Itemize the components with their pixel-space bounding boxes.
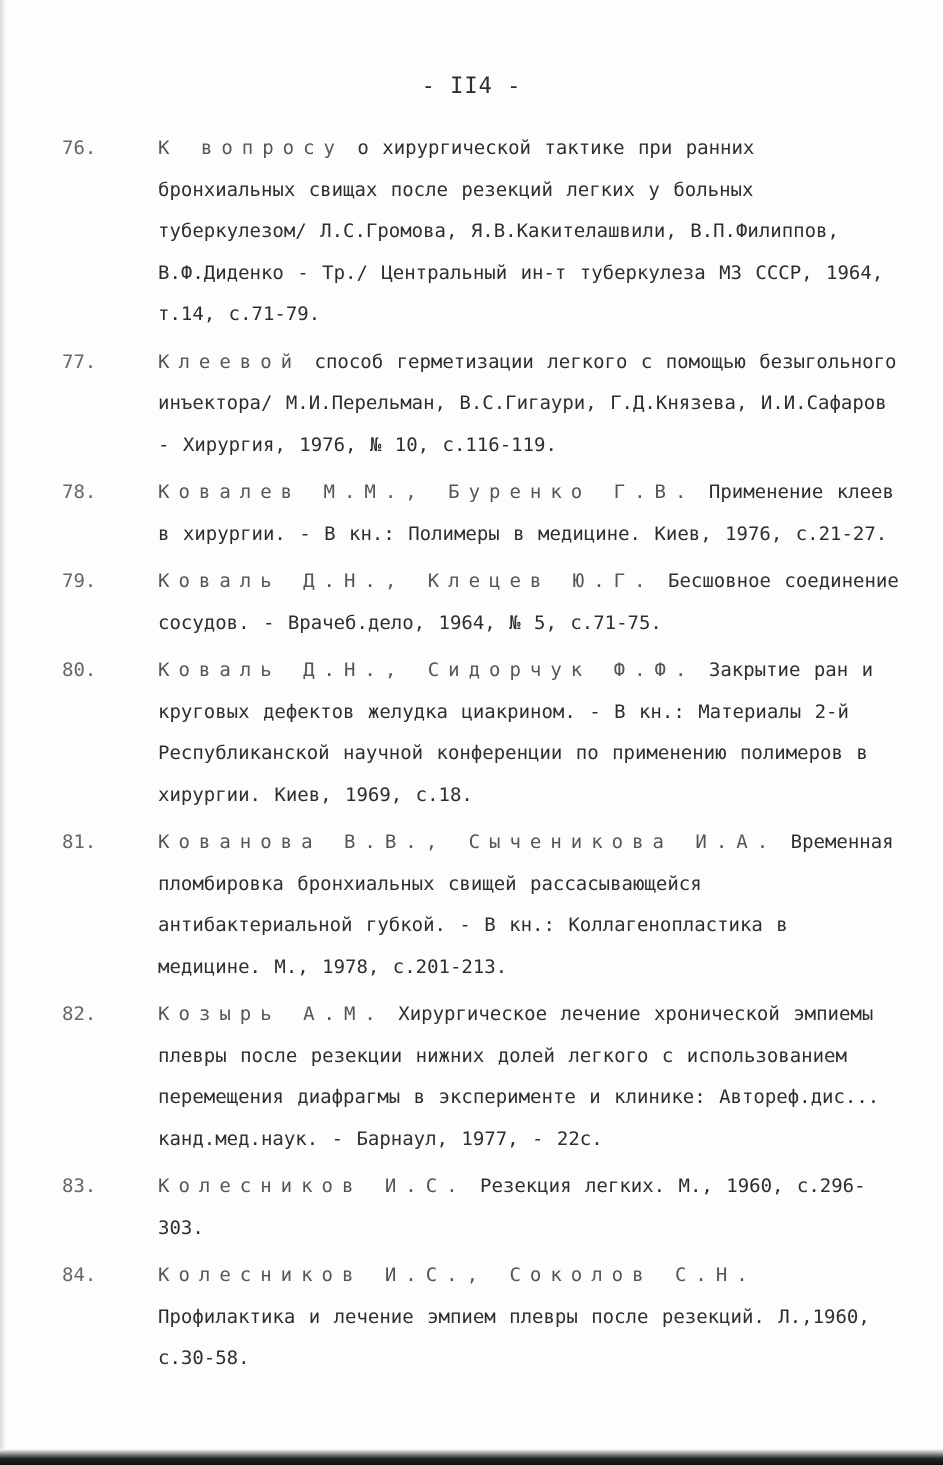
reference-number: 80. <box>62 659 97 681</box>
reference-text: Профилактика и лечение эмпием плевры после резекций. Л.,1960, с.30-58. <box>158 1305 870 1369</box>
reference-entry <box>62 1166 902 1249</box>
reference-author: К вопросу <box>158 137 344 159</box>
reference-text: Временная пломбировка бронхиальных свищей рассасывающейся антибактериальной губкой. - В кн.: Коллагенопластика в медицине. М., 1978, с.201-213. <box>158 831 894 978</box>
scan-shadow-left <box>0 0 6 1465</box>
reference-author: Коваль Д.Н., Сидорчук Ф.Ф. <box>158 659 696 681</box>
reference-text: Резекция легких. М., 1960, с.296-303. <box>158 1175 866 1239</box>
reference-entry <box>62 472 902 555</box>
reference-author: Козырь А.М. <box>158 1003 385 1025</box>
reference-entry <box>62 650 902 816</box>
reference-text: способ герметизации легкого с помощью безыгольного инъектора/ М.И.Перельман, В.С.Гигаури, Г.Д.Князева, И.И.Сафаров - Хирургия, 1976, № 10, с.116-119. <box>158 350 897 456</box>
reference-entry <box>62 1255 902 1380</box>
scan-edge-bottom <box>0 1449 943 1465</box>
reference-number: 77. <box>62 350 97 373</box>
reference-author: Ковалев М.М., Буренко Г.В. <box>158 481 696 503</box>
reference-number: 84. <box>62 1264 97 1286</box>
reference-text: Хирургическое лечение хронической эмпиемы плевры после резекции нижних долей легкого с использованием перемещения диафрагмы в эксперименте и клинике: Автореф.дис... канд.мед.наук. - Барнаул, 1977, - 22с. <box>158 1003 880 1150</box>
reference-author: Колесников И.С., Соколов С.Н. <box>158 1264 757 1286</box>
reference-number: 83. <box>62 1175 97 1197</box>
reference-text: Применение клеев в хирургии. - В кн.: Полимеры в медицине. Киев, 1976, с.21-27. <box>158 481 894 545</box>
reference-number: 78. <box>62 481 97 503</box>
reference-author: Колесников И.С. <box>158 1175 467 1197</box>
reference-entry <box>62 342 902 467</box>
reference-text: о хирургической тактике при ранних бронхиальных свищах после резекций легких у больных туберкулезом/ Л.С.Громова, Я.В.Какителашвили, В.П.Филиппов, В.Ф.Диденко - Тр./ Центральный ин-т туберкулеза МЗ СССР, 1964, т.14, с.71-79. <box>158 137 884 325</box>
reference-text: Бесшовное соединение сосудов. - Врачеб.дело, 1964, № 5, с.71-75. <box>158 570 899 634</box>
reference-entry <box>62 561 902 644</box>
reference-entry <box>62 994 902 1160</box>
reference-author: Клеевой <box>158 350 302 373</box>
reference-entry <box>62 128 902 336</box>
reference-text: Закрытие ран и круговых дефектов желудка циакрином. - В кн.: Материалы 2-й Республиканской научной конференции по применению полимеров в хирургии. Киев, 1969, с.18. <box>158 659 874 806</box>
reference-number: 82. <box>62 1003 97 1025</box>
page-number: - II4 - <box>421 74 522 99</box>
reference-author: Кованова В.В., Сыченикова И.А. <box>158 831 778 853</box>
reference-number: 81. <box>62 831 97 853</box>
reference-number: 79. <box>62 570 97 592</box>
reference-number: 76. <box>62 137 97 159</box>
reference-list <box>62 128 902 1386</box>
reference-author: Коваль Д.Н., Клецев Ю.Г. <box>158 570 655 592</box>
reference-entry <box>62 822 902 988</box>
